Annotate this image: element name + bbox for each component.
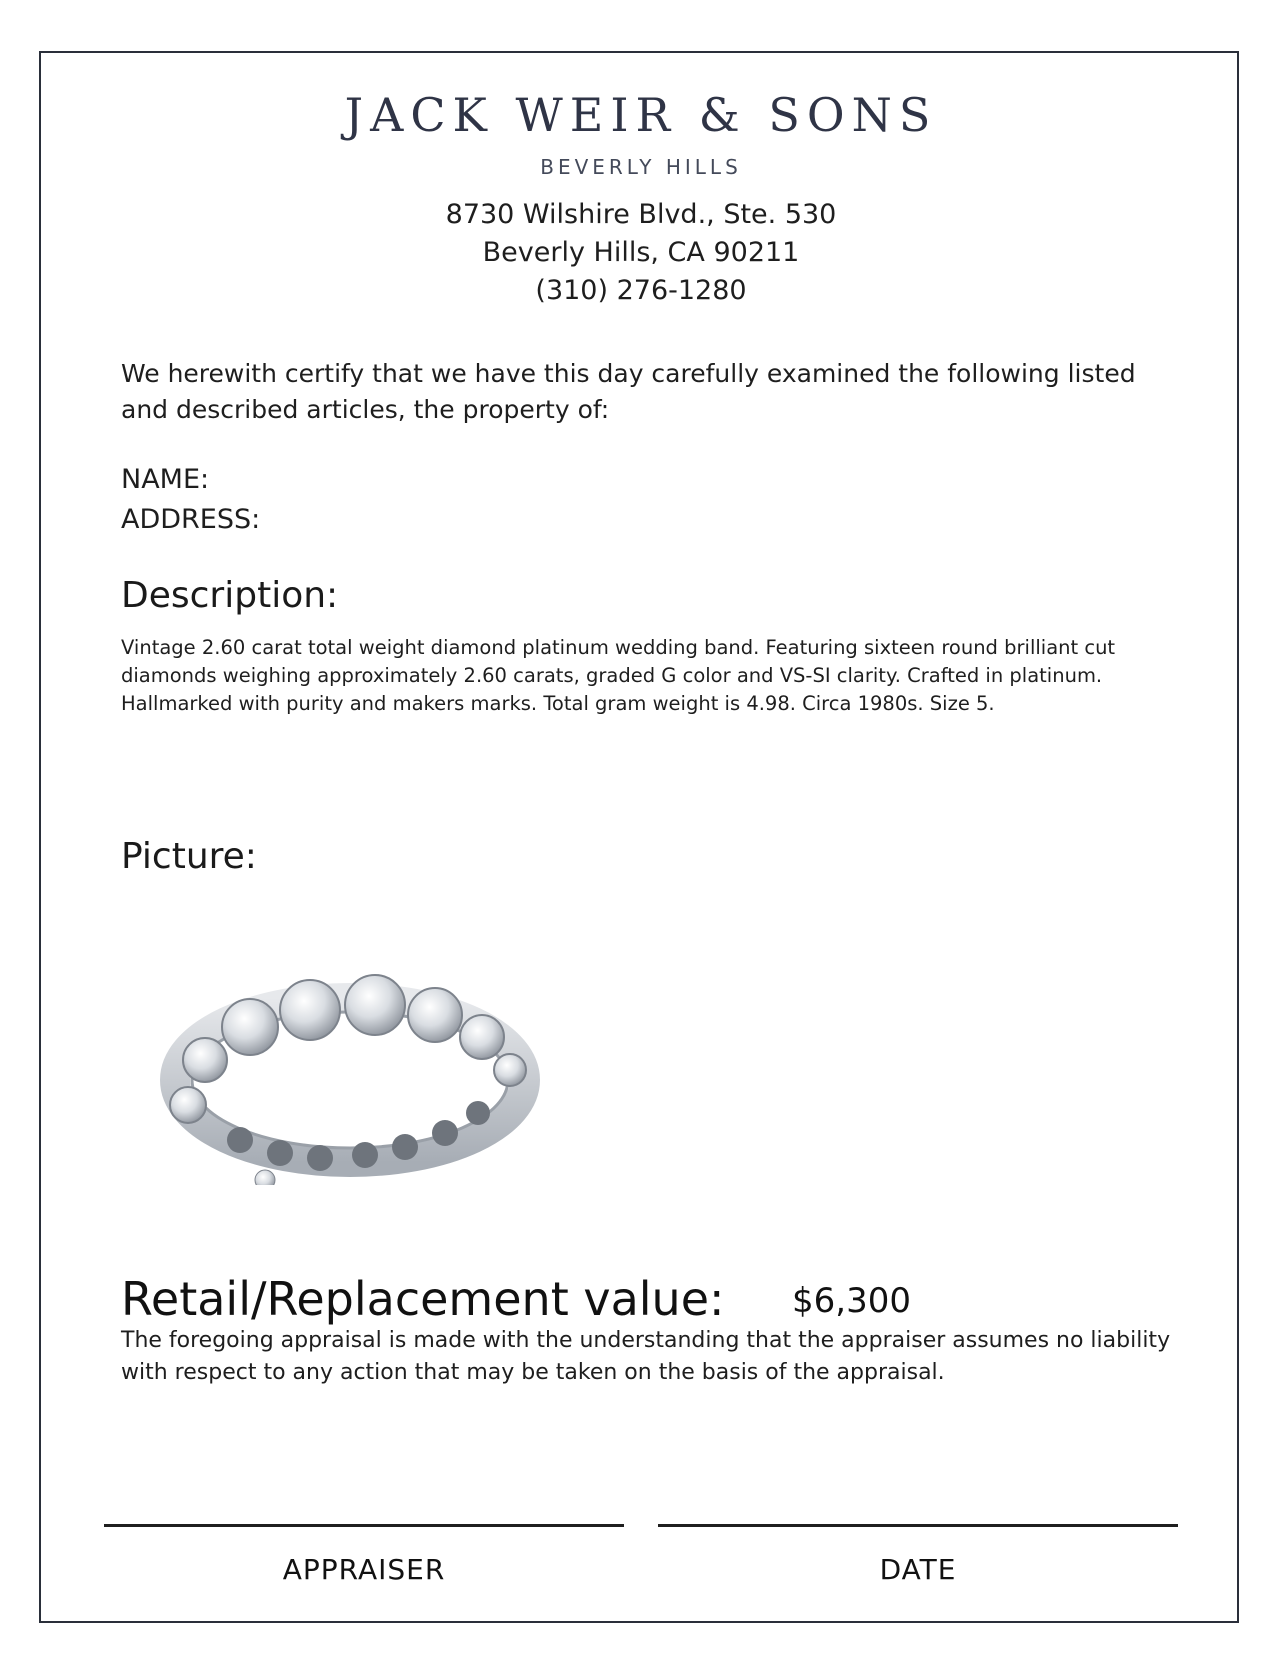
description-heading: Description: [121, 575, 339, 616]
business-location: BEVERLY HILLS [540, 155, 742, 179]
address-line2: Beverly Hills, CA 90211 [482, 237, 800, 268]
ring-image [160, 965, 540, 1185]
appraiser-signature-line [104, 1524, 624, 1527]
phone-number: (310) 276-1280 [535, 275, 747, 306]
retail-value-label: Retail/Replacement value: [121, 1272, 725, 1326]
picture-heading: Picture: [121, 836, 257, 877]
appraiser-label: APPRAISER [282, 1553, 446, 1586]
business-name: JACK WEIR & SONS [344, 88, 938, 142]
address-line1: 8730 Wilshire Blvd., Ste. 530 [445, 199, 837, 230]
certification-statement: We herewith certify that we have this day carefully examined the following listed and described articles, the property of: [121, 359, 1136, 424]
retail-value-amount: $6,300 [792, 1281, 911, 1321]
address-label: ADDRESS: [121, 504, 261, 535]
date-label: DATE [879, 1553, 957, 1586]
date-signature-line [658, 1524, 1178, 1527]
description-text: Vintage 2.60 carat total weight diamond platinum wedding band. Featuring sixteen round brilliant cut diamonds weighing approximately 2.60 carats, graded G color and VS-SI clarity. Crafted in platinum. Hallmarked with purity and makers marks. Total gram weight is 4.98. Circa 1980s. Size 5. [121, 636, 1116, 715]
name-label: NAME: [121, 464, 210, 495]
appraisal-disclaimer: The foregoing appraisal is made with the understanding that the appraiser assumes no liability with respect to any action that may be taken on the basis of the appraisal. [121, 1328, 1171, 1385]
